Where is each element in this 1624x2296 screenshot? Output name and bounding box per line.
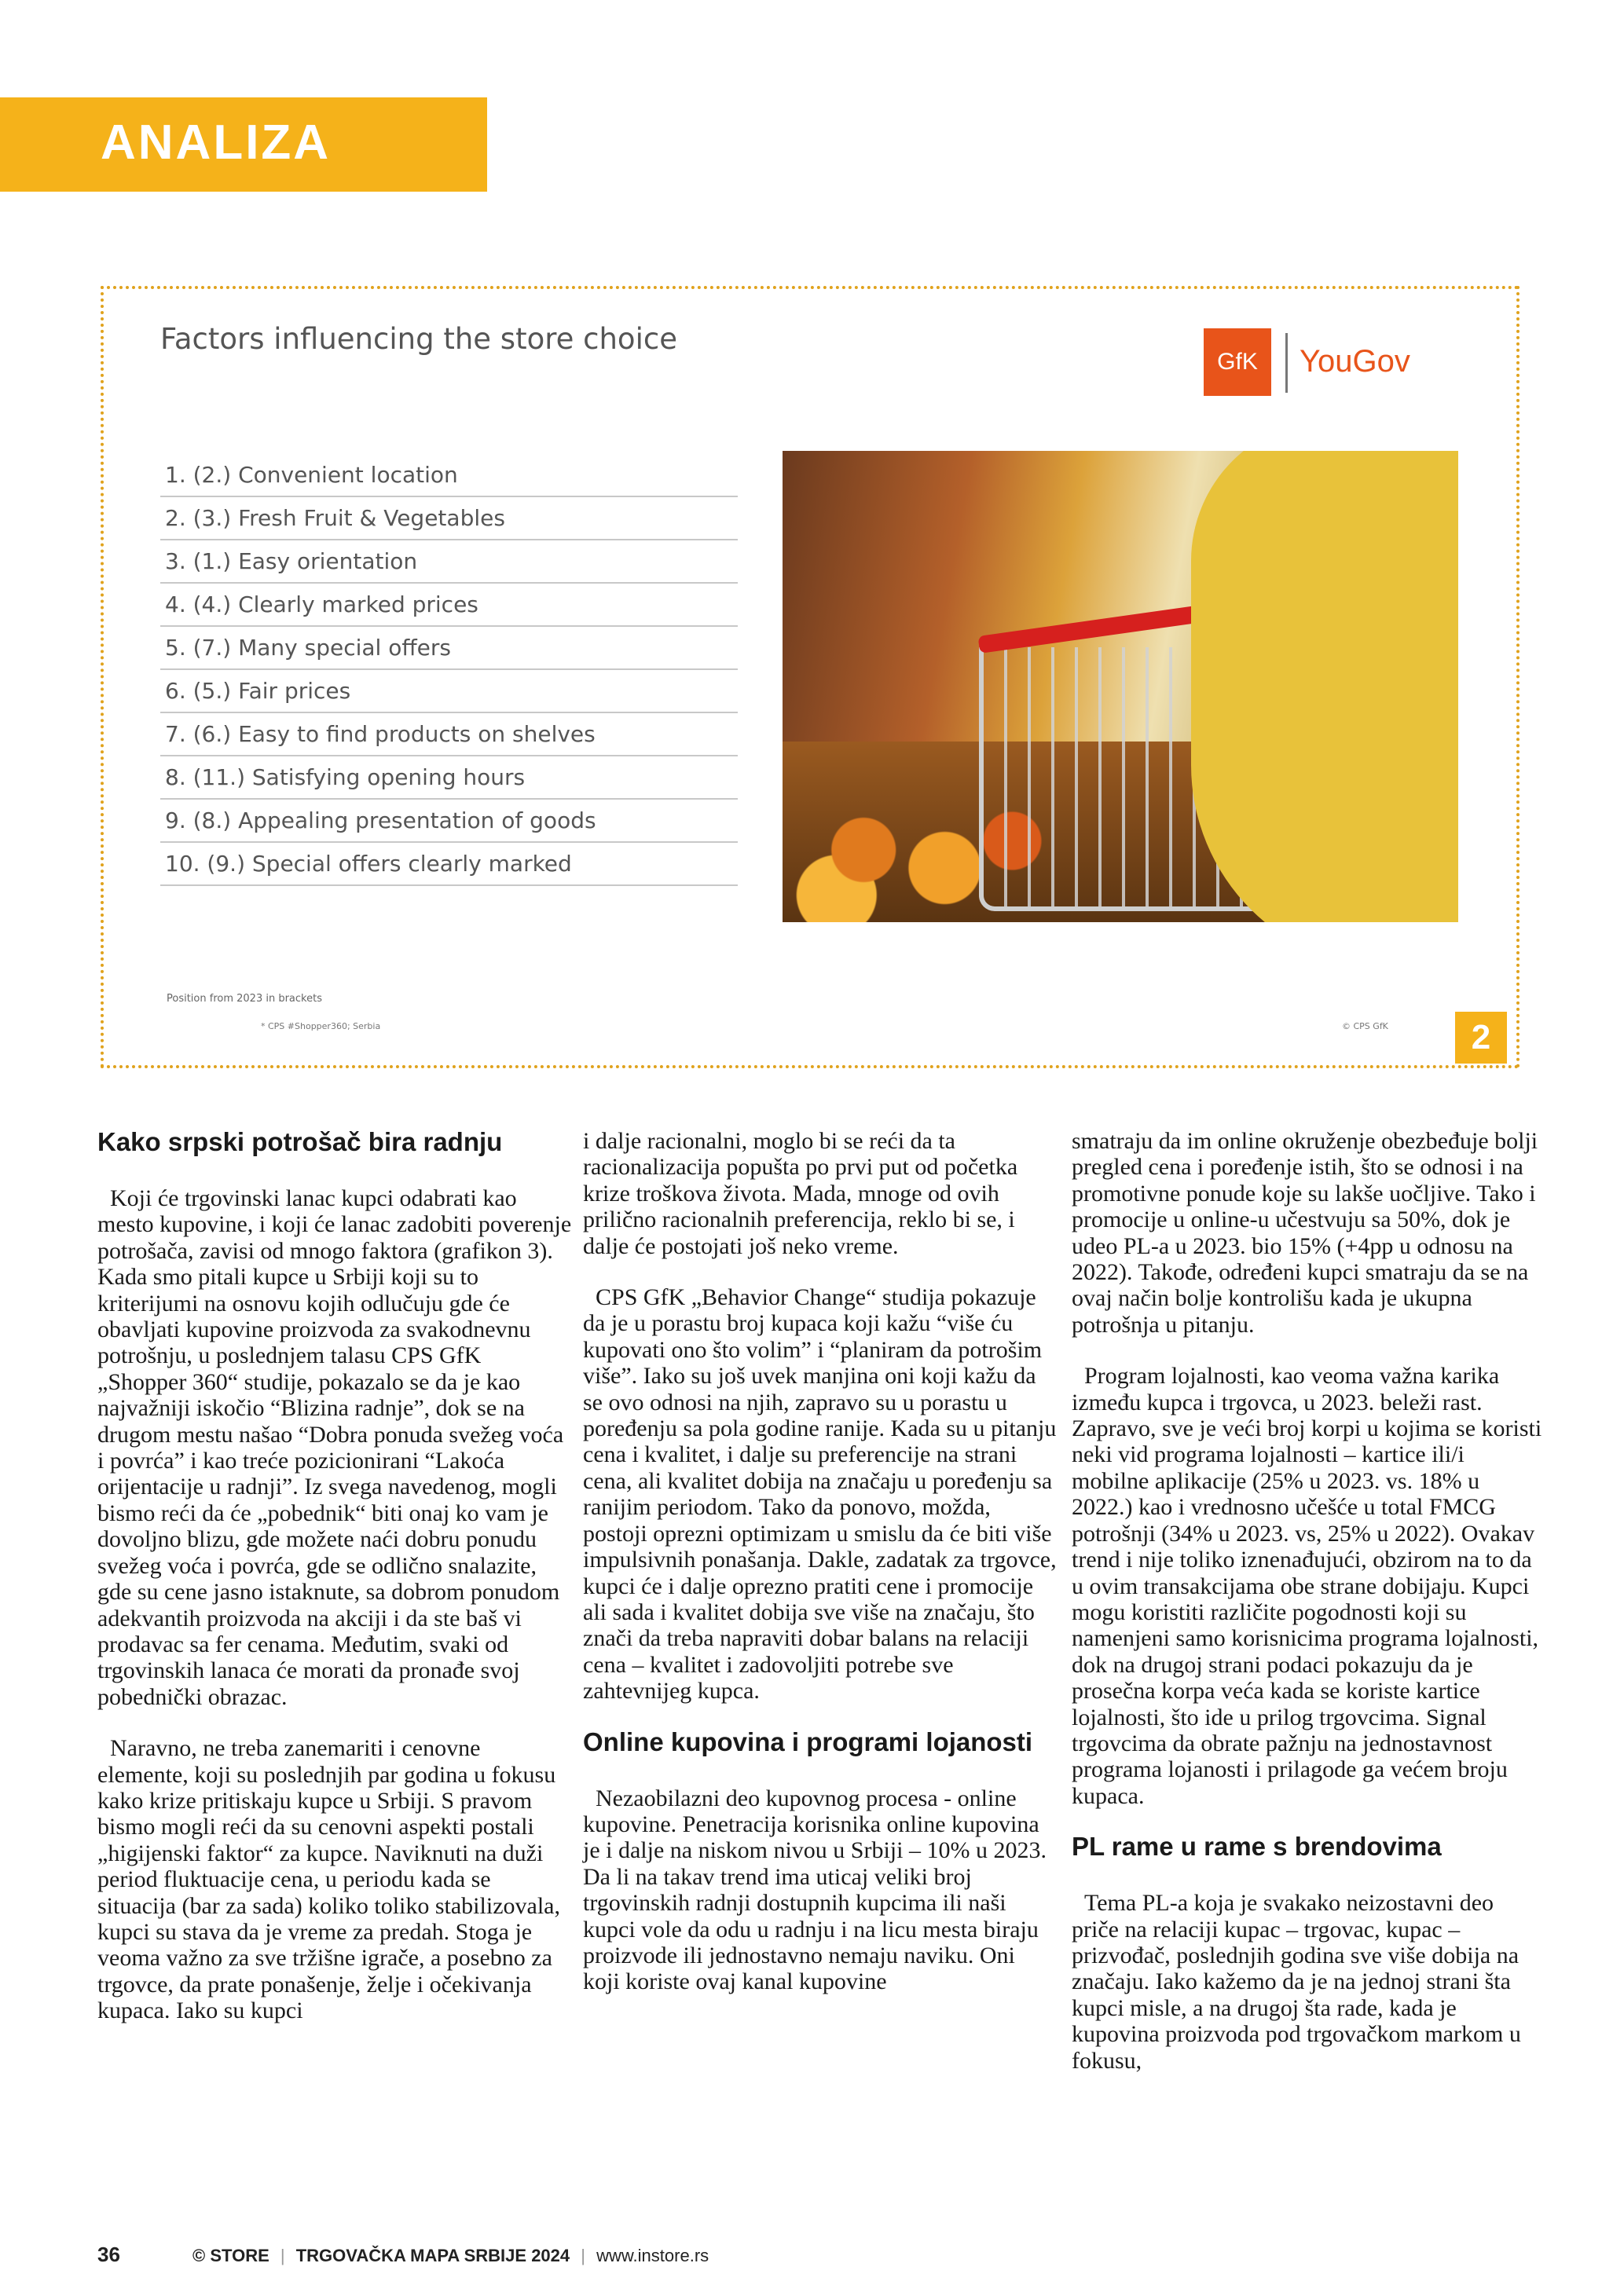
factor-item: 5. (7.) Many special offers — [160, 627, 738, 670]
factor-item: 7. (6.) Easy to find products on shelves — [160, 713, 738, 756]
factor-list — [160, 454, 738, 886]
figure-store-choice — [101, 286, 1520, 1068]
figure-note: Position from 2023 in brackets — [167, 993, 322, 1005]
publication-title: TRGOVAČKA MAPA SRBIJE 2024 — [295, 2246, 570, 2265]
figure-source: * CPS #Shopper360; Serbia — [261, 1021, 381, 1031]
magazine-brand: © STORE — [192, 2246, 269, 2265]
footer-separator: | — [280, 2246, 285, 2265]
page-number: 36 — [97, 2243, 120, 2266]
footer-separator: | — [581, 2246, 585, 2265]
article-paragraph: Program lojalnosti, kao veoma važna karika između kupca i trgovca, u 2023. beleži rast. Zapravo, sve je veći broj korpi u kojima se koristi neki vid programa lojalnosti – kartice ili/i mobilne aplikacije (25% u 2023. vs. 18% u 2022.) kao i vrednosno učešće u total FMCG potrošnji (34% u 2023. vs, 25% u 2022). Ovakav trend i nije toliko iznenađujući, obzirom na to da u ovim transakcijama obe strane dobijaju. Kupci mogu koristiti različite pogodnosti koji su namenjeni samo korisnicima programa lojalnosti, dok na drugoj strani podaci pokazuju da je prosečna korpa veća kada se koriste kartice lojalnosti, što ide u prilog trgovcima. Signal trgovcima da obrate pažnju na jednostavnost programa lojanosti i prilagode ga većem broju kupaca. — [1072, 1363, 1542, 1809]
article-heading: Kako srpski potrošač bira radnju — [97, 1127, 503, 1156]
figure-number: 2 — [1455, 1012, 1507, 1064]
factor-item: 6. (5.) Fair prices — [160, 670, 738, 713]
factor-item: 9. (8.) Appealing presentation of goods — [160, 800, 738, 843]
logo-divider — [1285, 333, 1288, 393]
gfk-logo: GfK — [1204, 328, 1271, 396]
factor-item: 8. (11.) Satisfying opening hours — [160, 756, 738, 800]
article-column-1 — [97, 1128, 572, 2024]
article-paragraph: smatraju da im online okruženje obezbeđuje bolji pregled cena i poređenje istih, što se odnosi i na promotivne ponude koje su lakše uočljive. Tako i promocije u online-u učestvuju sa 50%, dok je udeo PL-a u 2023. bio 15% (+4pp u odnosu na 2022). Takođe, određeni kupci smatraju da se na ovaj način bolje kontrolišu kada je ukupna potrošnja u pitanju. — [1072, 1128, 1538, 1338]
article-paragraph: i dalje racionalni, moglo bi se reći da ta racionalizacija popušta po prvi put od početka krize troškova života. Mada, mnoge od ovih prilično racionalnih preferencija, reklo bi se, i dalje će postojati još neko vreme. — [583, 1128, 1018, 1259]
figure-copyright: © CPS GfK — [1342, 1021, 1388, 1031]
shopper-dress — [1191, 451, 1458, 922]
factor-item: 2. (3.) Fresh Fruit & Vegetables — [160, 497, 738, 540]
factor-item: 4. (4.) Clearly marked prices — [160, 584, 738, 627]
page-footer — [97, 2243, 709, 2267]
article-column-3 — [1072, 1128, 1546, 2074]
factor-item: 1. (2.) Convenient location — [160, 454, 738, 497]
factor-item: 3. (1.) Easy orientation — [160, 540, 738, 584]
logos — [1204, 328, 1439, 399]
article-paragraph: CPS GfK „Behavior Change“ studija pokazuje da je u porastu broj kupaca koji kažu “više ću kupovati ono što volim” i “planiram da potrošim više”. Iako su još uvek manjina oni koji kažu da se ovo odnosi na njih, zapravo su u porastu u poređenju sa pola godine ranije. Kada su u pitanju cena i kvalitet, i dalje su preferencije na strani cena, ali kvalitet dobija na značaju u poređenju sa ranijim periodom. Tako da ponovo, možda, postoji oprezni optimizam u smislu da će biti više impulsivnih ponašanja. Dakle, zadatak za trgovce, kupci će i dalje oprezno pratiti cene i promocije ali sada i kvalitet dobija sve više na značaju, što znači da treba napraviti dobar balans na relaciji cena – kvalitet i zadovoljiti potrebe sve zahtevnijeg kupca. — [583, 1284, 1057, 1705]
article-column-2 — [583, 1128, 1058, 1995]
factor-item: 10. (9.) Special offers clearly marked — [160, 843, 738, 886]
article-paragraph: Naravno, ne treba zanemariti i cenovne elemente, koji su poslednjih par godina u fokusu kako krize pritiskaju kupce u Srbiji. S pravom bismo mogli reći da su cenovni aspekti postali „higijenski faktor“ za kupce. Naviknuti na duži period fluktuacije cena, u periodu kada se situacija (bar za sada) koliko toliko stabilizovala, kupci su stava da je vreme za predah. Stoga je veoma važno za sve tržišne igrače, a posebno za trgovce, da prate ponašenje, želje i očekivanja kupaca. Iako su kupci — [97, 1735, 560, 2024]
yougov-logo: YouGov — [1300, 344, 1410, 379]
article-paragraph: Koji će trgovinski lanac kupci odabrati kao mesto kupovine, i koji će lanac zadobiti poverenje potrošača, zavisi od mnogo faktora (grafikon 3). Kada smo pitali kupce u Srbiji koji su to kriterijumi na osnovu kojih odlučuju gde će obavljati kupovine proizvoda za svakodnevnu potrošnju, u poslednjem talasu CPS GfK „Shopper 360“ studije, pokazalo se da je kao najvažniji iskočio “Blizina radnje”, dok se na drugom mestu našao “Dobra ponuda svežeg voća i povrća” i kao treće pozicionirani “Lakoća orijentacije u radnji”. Iz svega navedenog, mogli bismo reći da će „pobednik“ biti onaj ko vam je dovoljno blizu, gde možete naći dobru ponudu svežeg voća i povrća, gde se odlično snalazite, gde su cene jasno istaknute, sa dobrom ponudom adekvantih proizvoda na akciji i da ste baš vi prodavac sa fer cenama. Međutim, svaki od trgovinskih lanaca će morati da pronađe svoj pobednički obrazac. — [97, 1185, 572, 1710]
section-label: ANALIZA — [101, 115, 332, 170]
section-tab — [0, 97, 487, 192]
article-paragraph: Nezaobilazni deo kupovnog procesa - online kupovine. Penetracija korisnika online kupovina je i dalje na niskom nivou u Srbiji – 10% u 2023. Da li na takav trend ima uticaj veliki broj trgovinskih radnji dostupnih kupcima ili naši kupci vole da odu u radnju i na licu mesta biraju proizvode ili jednostavno nemaju naviku. Oni koji koriste ovaj kanal kupovine — [583, 1785, 1047, 1995]
article-heading: Online kupovina i programi lojanosti — [583, 1727, 1033, 1756]
website-link[interactable]: www.instore.rs — [596, 2246, 709, 2265]
article-paragraph: Tema PL-a koja je svakako neizostavni deo priče na relaciji kupac – trgovac, kupac – prizvođač, poslednjih godina sve više dobija na značaju. Iako kažemo da je na jednoj strani šta kupci misle, a na drugoj šta rade, kada je kupovina proizvoda pod trgovačkom markom u fokusu, — [1072, 1890, 1521, 2074]
figure-title: Factors influencing the store choice — [160, 322, 677, 356]
article-heading: PL rame u rame s brendovima — [1072, 1832, 1442, 1862]
shopping-cart-photo — [783, 451, 1458, 922]
